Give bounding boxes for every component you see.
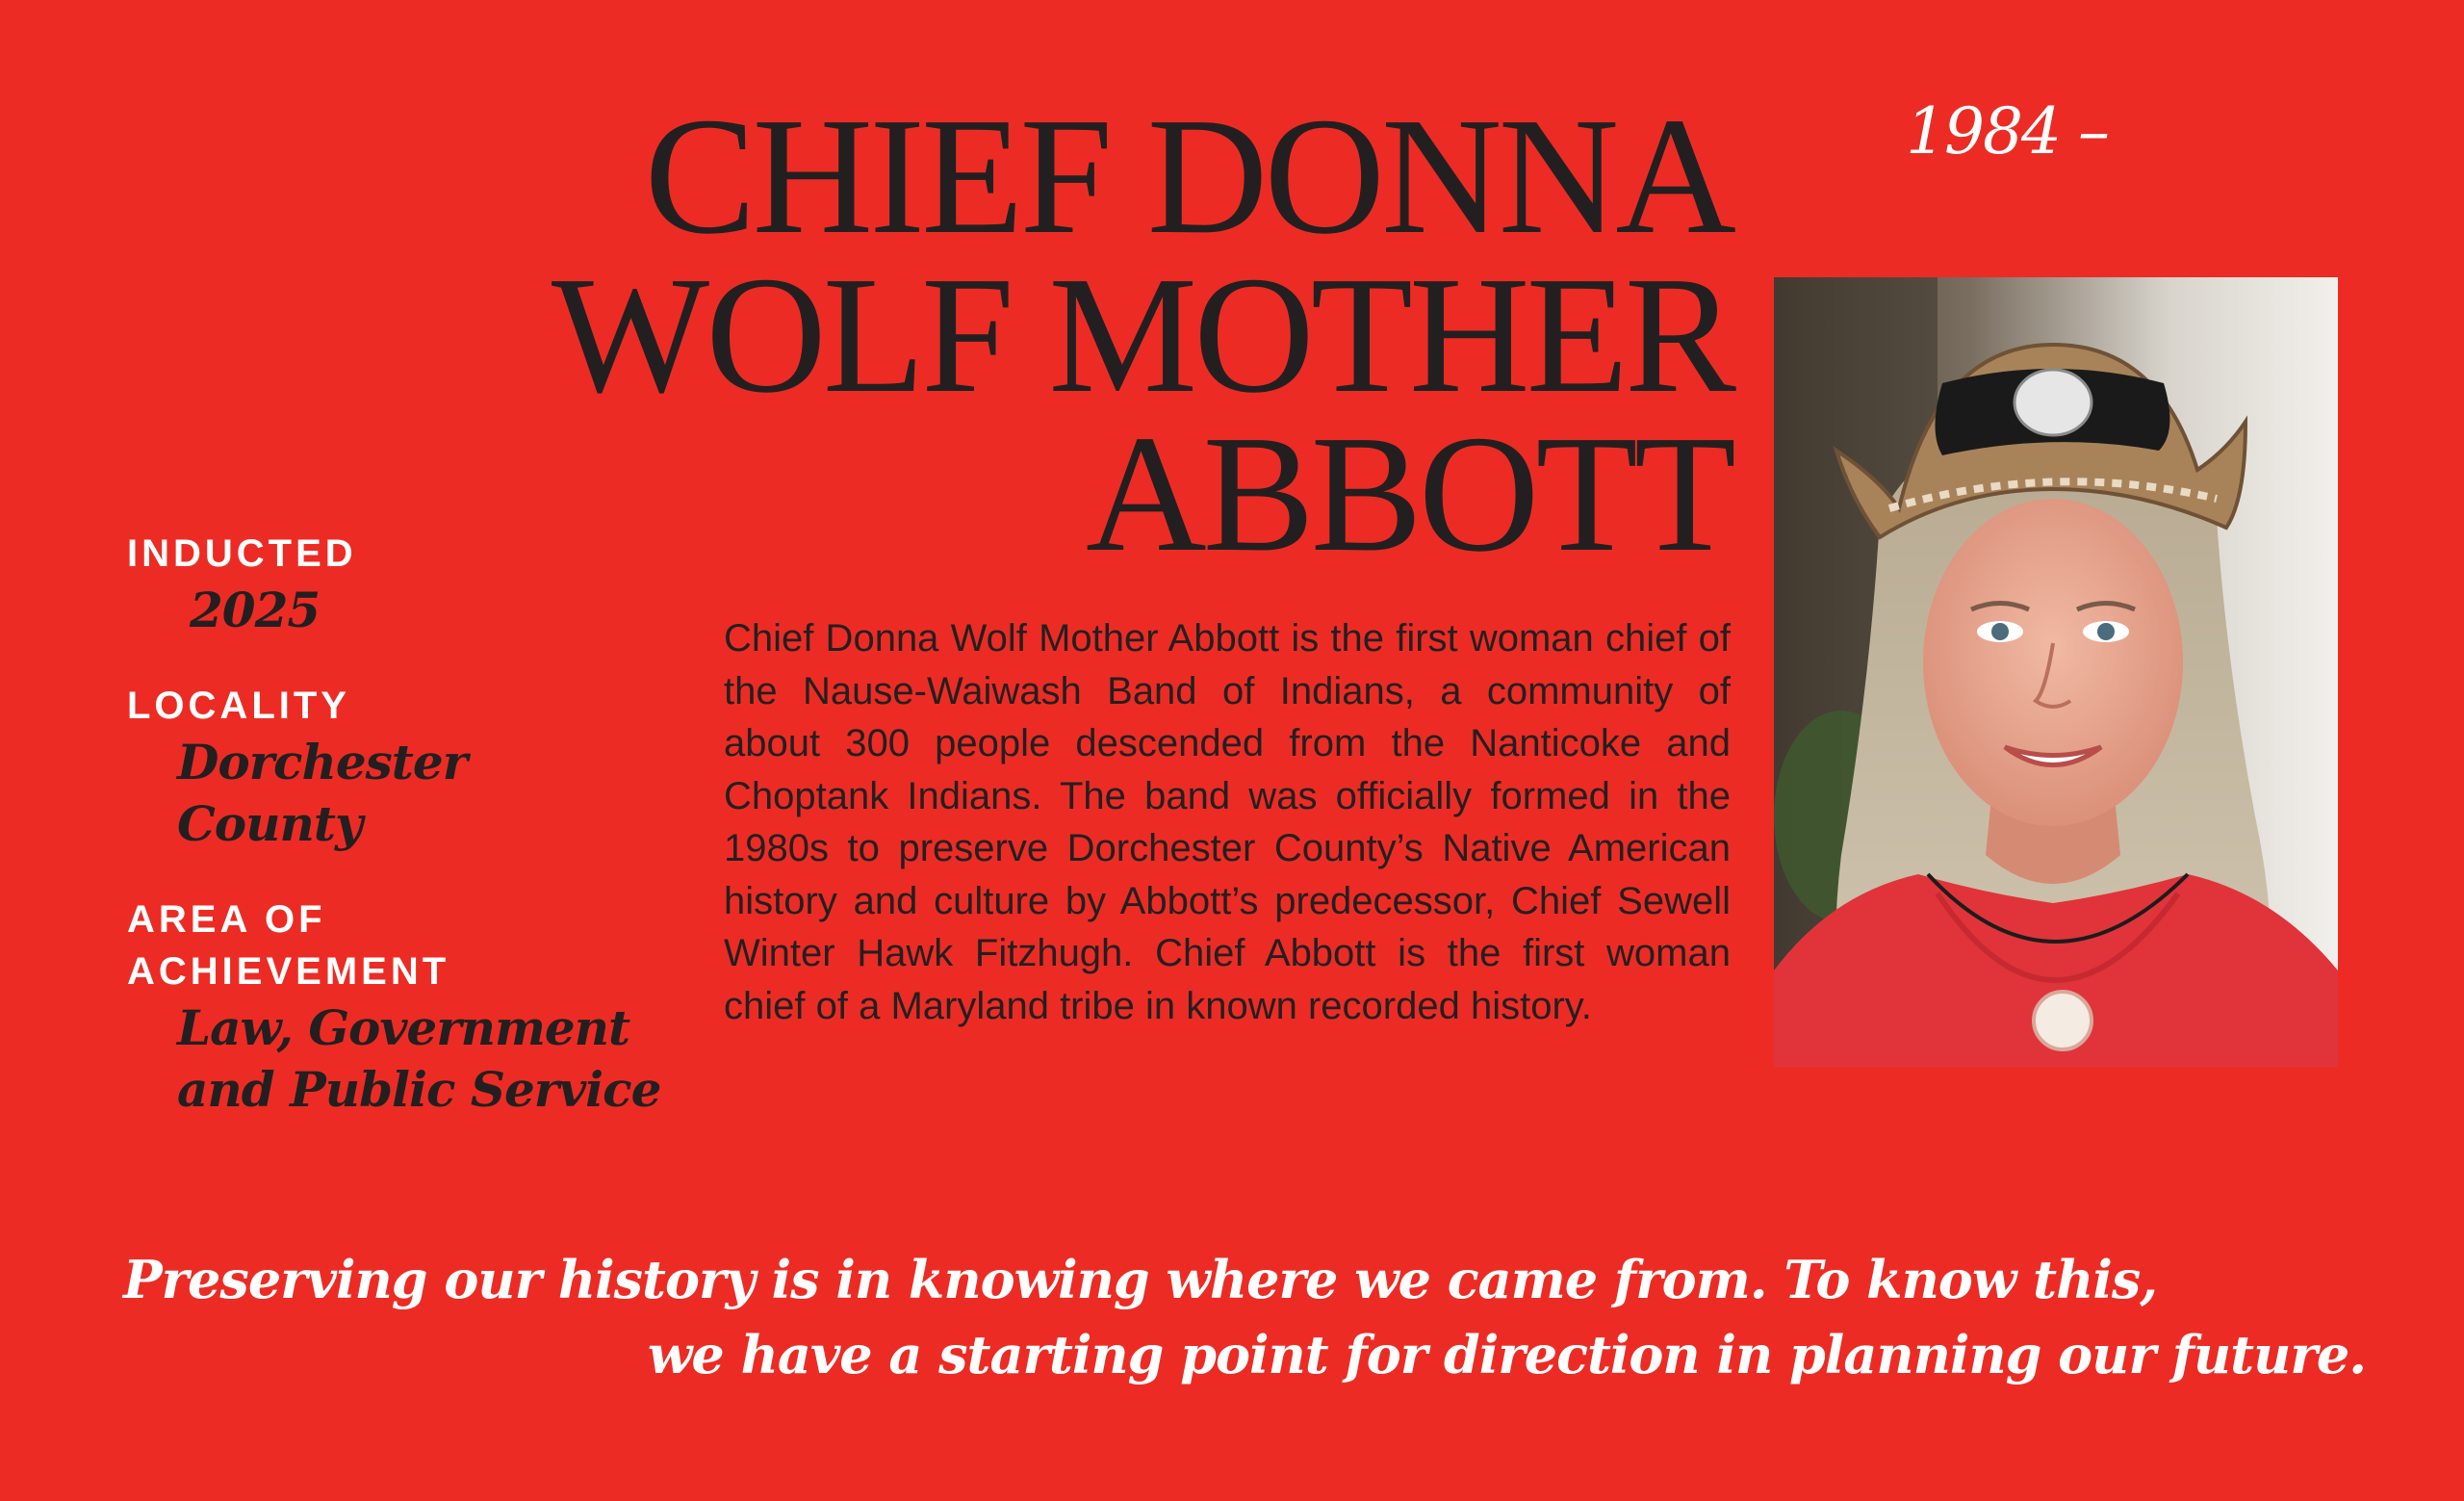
locality-group [127, 680, 666, 855]
portrait-photo [1774, 277, 2338, 1067]
honoree-quote [123, 1242, 2366, 1392]
locality-line-2: County [177, 795, 362, 852]
achievement-label-line-2: ACHIEVEMENT [127, 950, 450, 993]
achievement-group [127, 893, 666, 1121]
inducted-year [127, 580, 666, 641]
achievement-value [127, 997, 666, 1121]
honoree-name [366, 83, 1732, 586]
quote-line-1: Preserving our history is in knowing where we came from. To know this, [123, 1249, 2158, 1310]
biography-text: Chief Donna Wolf Mother Abbott is the first woman chief of the Nause-Waiwash Band of Indians, a community of about 300 people descended from the Nanticoke and Choptank Indians. The band was officially formed in the 1980s to preserve Dorchester County’s Native American history and culture by Abbott’s predecessor, Chief Sewell Winter Hawk Fitzhugh. Chief Abbott is the first woman chief of a Maryland tribe in known recorded history. [724, 617, 1731, 1027]
quote-line-2: we have a starting point for direction in planning our future. [647, 1324, 2366, 1385]
name-line-1: CHIEF DONNA [644, 83, 1732, 269]
locality-line-1: Dorchester [177, 734, 468, 790]
inducted-group [127, 528, 666, 641]
achievement-line-1: Law, Government [177, 999, 630, 1056]
inducted-label: INDUCTED [127, 532, 357, 575]
achievement-label [127, 893, 666, 997]
years-label: 1984 – [1906, 94, 2108, 168]
name-line-3: ABBOTT [1086, 401, 1732, 586]
locality-value [127, 732, 666, 855]
name-line-2: WOLF MOTHER [551, 242, 1732, 427]
induction-details [127, 528, 666, 1159]
inducted-year-value: 2025 [190, 582, 321, 638]
achievement-line-2: and Public Service [177, 1061, 661, 1118]
achievement-label-line-1: AREA OF [127, 898, 326, 941]
locality-label: LOCALITY [127, 685, 350, 727]
